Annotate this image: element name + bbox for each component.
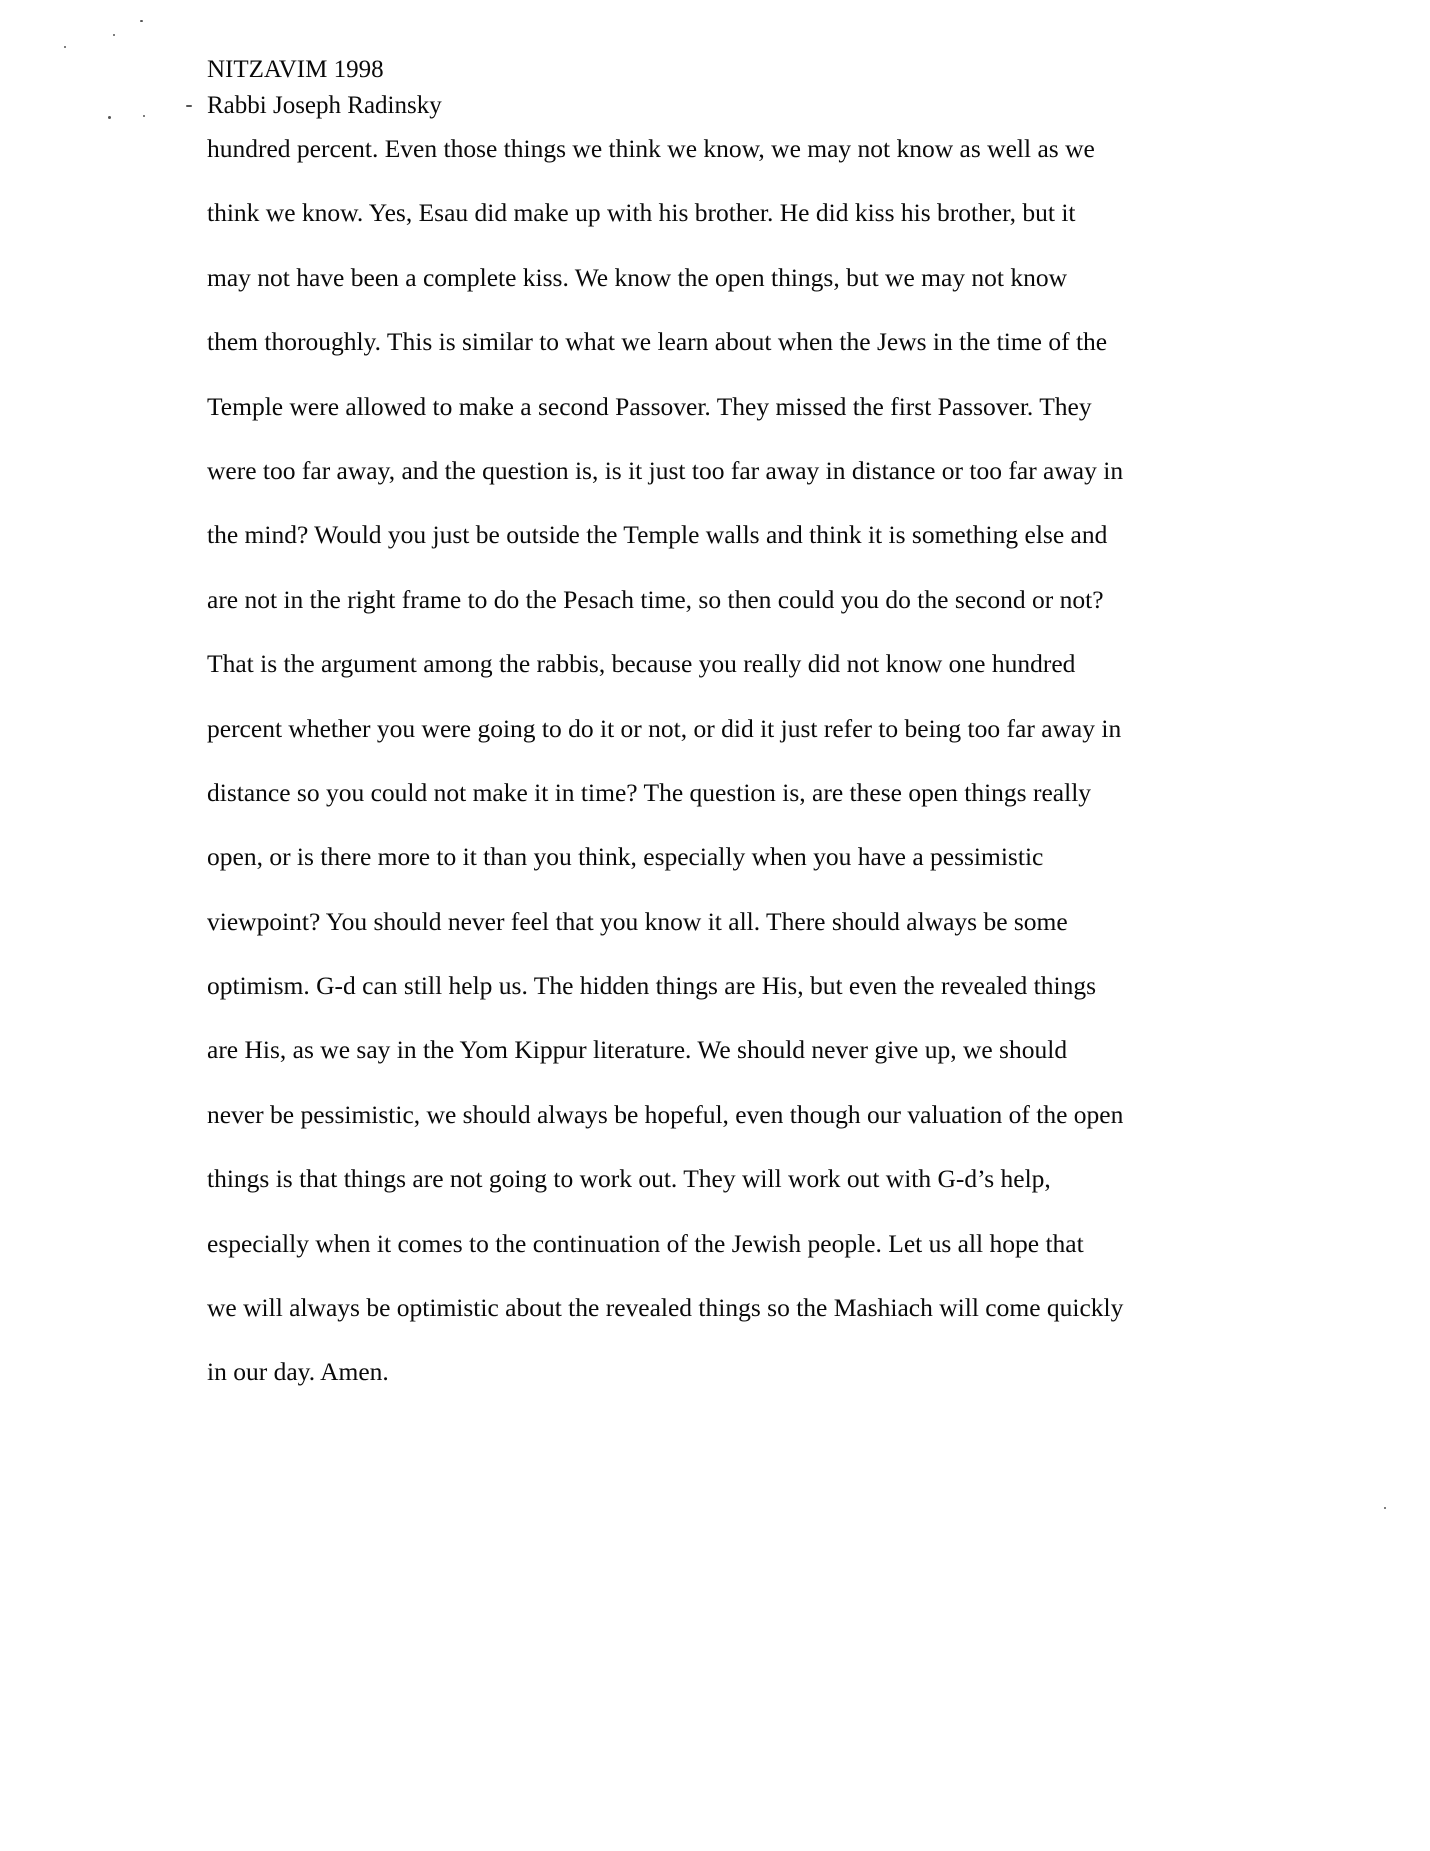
scan-speck: [186, 105, 192, 107]
text-line: in our day. Amen.: [207, 1357, 389, 1387]
text-line: viewpoint? You should never feel that you know it all. There should always be some: [207, 906, 1068, 936]
scan-speck: [1384, 1507, 1386, 1509]
text-line: the mind? Would you just be outside the Temple walls and think it is something else and: [207, 520, 1108, 550]
text-line: things is that things are not going to work out. They will work out with G-d’s help,: [207, 1164, 1051, 1194]
scan-speck: [143, 115, 145, 117]
document-header: [207, 52, 442, 124]
text-line: hundred percent. Even those things we think we know, we may not know as well as we: [207, 134, 1095, 163]
text-line: think we know. Yes, Esau did make up with his brother. He did kiss his brother, but it: [207, 198, 1076, 228]
text-line: open, or is there more to it than you think, especially when you have a pessimistic: [207, 842, 1044, 872]
document-title: NITZAVIM 1998: [207, 56, 384, 83]
text-line: distance so you could not make it in time? The question is, are these open things really: [207, 777, 1092, 807]
document-author: Rabbi Joseph Radinsky: [207, 92, 442, 119]
text-line: especially when it comes to the continuation of the Jewish people. Let us all hope that: [207, 1228, 1084, 1258]
body-paragraph: [207, 134, 1227, 1422]
text-line: never be pessimistic, we should always be hopeful, even though our valuation of the open: [207, 1099, 1124, 1129]
text-line: them thoroughly. This is similar to what we learn about when the Jews in the time of the: [207, 327, 1108, 357]
text-line: percent whether you were going to do it or not, or did it just refer to being too far away in: [207, 713, 1122, 743]
scan-speck: [113, 34, 115, 36]
text-line: are not in the right frame to do the Pesach time, so then could you do the second or not?: [207, 584, 1104, 614]
text-line: were too far away, and the question is, is it just too far away in distance or too far away in: [207, 455, 1124, 485]
text-line: we will always be optimistic about the revealed things so the Mashiach will come quickly: [207, 1293, 1124, 1323]
scan-speck: [64, 46, 66, 48]
text-line: are His, as we say in the Yom Kippur literature. We should never give up, we should: [207, 1035, 1068, 1065]
text-line: Temple were allowed to make a second Passover. They missed the first Passover. They: [207, 391, 1092, 421]
scan-speck: [140, 20, 143, 22]
scan-speck: [108, 116, 111, 119]
text-line: That is the argument among the rabbis, because you really did not know one hundred: [207, 649, 1076, 679]
text-line: optimism. G-d can still help us. The hidden things are His, but even the revealed things: [207, 971, 1097, 1001]
text-line: may not have been a complete kiss. We know the open things, but we may not know: [207, 262, 1068, 292]
